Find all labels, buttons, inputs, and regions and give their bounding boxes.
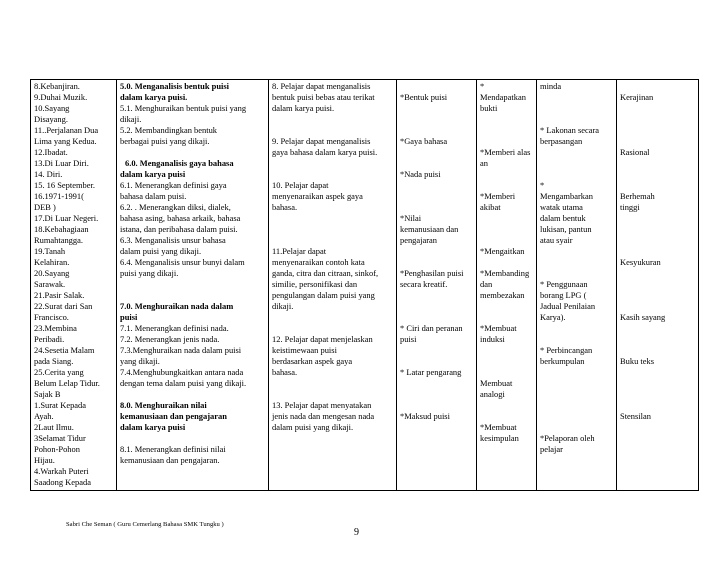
value-item: Kesyukuran bbox=[620, 257, 661, 267]
list-item: Sarawak. bbox=[34, 279, 66, 289]
list-item: Belum Lelap Tidur. bbox=[34, 378, 100, 388]
content-item: *Penghasilan puisi bbox=[400, 268, 464, 278]
list-item: 3Selamat Tidur bbox=[34, 433, 86, 443]
standard-item: 6.2. . Menerangkan diksi, dialek, bbox=[120, 202, 231, 212]
list-item: 10.Sayang bbox=[34, 103, 70, 113]
standard-item: 5.1. Menghuraikan bentuk puisi yang bbox=[120, 103, 247, 113]
list-item: 22.Surat dari San bbox=[34, 301, 93, 311]
content-item: secara kreatif. bbox=[400, 279, 448, 289]
activity-item: Karya). bbox=[540, 312, 566, 322]
list-item: 8.Kebanjiran. bbox=[34, 81, 80, 91]
standard-item: yang dikaji. bbox=[120, 356, 160, 366]
list-item: DEB ) bbox=[34, 202, 56, 212]
list-item: 12.Ibadat. bbox=[34, 147, 68, 157]
standard-item: berbagai puisi yang dikaji. bbox=[120, 136, 210, 146]
activity-item: berpasangan bbox=[540, 136, 583, 146]
skill-item: kesimpulan bbox=[480, 433, 519, 443]
standard-heading: 7.0. Menghuraikan nada dalam bbox=[120, 301, 234, 311]
list-item: Disayang. bbox=[34, 114, 68, 124]
activity-item: lukisan, pantun bbox=[540, 224, 592, 234]
list-item: 25.Cerita yang bbox=[34, 367, 84, 377]
skill-item: *Membuat bbox=[480, 422, 517, 432]
objective-item: gaya bahasa dalam karya puisi. bbox=[272, 147, 378, 157]
standard-item: 7.3.Menghuraikan nada dalam puisi bbox=[120, 345, 242, 355]
list-item: 18.Kebahagiaan bbox=[34, 224, 89, 234]
activity-item: *Pelaporan oleh bbox=[540, 433, 595, 443]
content-cell bbox=[397, 80, 477, 491]
standard-heading: kemanusiaan dan pengajaran bbox=[120, 411, 227, 421]
activity-item: watak utama bbox=[540, 202, 583, 212]
list-item: 13.Di Luar Diri. bbox=[34, 158, 89, 168]
standard-item: 6.1. Menerangkan definisi gaya bbox=[120, 180, 227, 190]
activity-item: dalam bentuk bbox=[540, 213, 586, 223]
list-item: Lima yang Kedua. bbox=[34, 136, 97, 146]
objective-item: 11.Pelajar dapat bbox=[272, 246, 327, 256]
footer-author: Sabri Che Seman ( Guru Cemerlang Bahasa SMK Tungku ) bbox=[66, 521, 224, 528]
objective-item: bentuk puisi bebas atau terikat bbox=[272, 92, 375, 102]
objective-item: similie, personifikasi dan bbox=[272, 279, 358, 289]
activity-item: atau syair bbox=[540, 235, 573, 245]
activity-item: * Penggunaan bbox=[540, 279, 588, 289]
list-item: pada Siang. bbox=[34, 356, 74, 366]
list-item: Hijau. bbox=[34, 455, 55, 465]
list-item: Kelahiran. bbox=[34, 257, 70, 267]
objective-item: 10. Pelajar dapat bbox=[272, 180, 329, 190]
standard-item: 6.3. Menganalisis unsur bahasa bbox=[120, 235, 226, 245]
content-item: *Gaya bahasa bbox=[400, 136, 448, 146]
activity-item: pelajar bbox=[540, 444, 563, 454]
standard-item: 7.1. Menerangkan definisi nada. bbox=[120, 323, 229, 333]
standard-heading: dalam karya puisi bbox=[120, 169, 186, 179]
list-item: 23.Membina bbox=[34, 323, 77, 333]
skill-item: akibat bbox=[480, 202, 501, 212]
standard-heading: 8.0. Menghuraikan nilai bbox=[120, 400, 207, 410]
activity-item: Mengambarkan bbox=[540, 191, 593, 201]
value-item: Buku teks bbox=[620, 356, 654, 366]
value-item: Rasional bbox=[620, 147, 650, 157]
standard-item: 7.4.Menghubungkaitkan antara nada bbox=[120, 367, 244, 377]
list-item: 9.Duhai Muzik. bbox=[34, 92, 88, 102]
standard-item: kemanusiaan dan pengajaran. bbox=[120, 455, 220, 465]
content-item: * Ciri dan peranan bbox=[400, 323, 463, 333]
standard-item: bahasa dalam puisi. bbox=[120, 191, 187, 201]
lesson-plan-table bbox=[30, 79, 699, 491]
objective-item: bahasa. bbox=[272, 202, 298, 212]
standard-item: istana, dan peribahasa dalam puisi. bbox=[120, 224, 238, 234]
list-item: 15. 16 September. bbox=[34, 180, 95, 190]
standard-item: dalam puisi yang dikaji. bbox=[120, 246, 202, 256]
list-item: 2Laut Ilmu. bbox=[34, 422, 74, 432]
value-item: Stensilan bbox=[620, 411, 651, 421]
activities-cell bbox=[537, 80, 617, 491]
skill-item: *Memberi alas bbox=[480, 147, 531, 157]
objective-item: 12. Pelajar dapat menjelaskan bbox=[272, 334, 373, 344]
skill-item: * bbox=[480, 81, 485, 91]
activity-item: borang LPG ( bbox=[540, 290, 587, 300]
content-item: kemanusiaan dan bbox=[400, 224, 459, 234]
content-item: *Maksud puisi bbox=[400, 411, 450, 421]
skill-item: *Membanding bbox=[480, 268, 530, 278]
objective-item: jenis nada dan mengesan nada bbox=[272, 411, 375, 421]
standard-heading: dalam karya puisi. bbox=[120, 92, 188, 102]
list-item: Pohon-Pohon bbox=[34, 444, 80, 454]
standard-item: dengan tema dalam puisi yang dikaji. bbox=[120, 378, 247, 388]
value-item: tinggi bbox=[620, 202, 640, 212]
skill-item: membezakan bbox=[480, 290, 525, 300]
content-item: pengajaran bbox=[400, 235, 438, 245]
objective-item: menyenaraikan aspek gaya bbox=[272, 191, 363, 201]
objective-item: berdasarkan aspek gaya bbox=[272, 356, 353, 366]
list-item: 14. Diri. bbox=[34, 169, 63, 179]
page-number: 9 bbox=[354, 527, 359, 538]
list-item: Saadong Kepada bbox=[34, 477, 91, 487]
values-cell bbox=[617, 80, 699, 491]
objective-item: keistimewaan puisi bbox=[272, 345, 337, 355]
poem-list-cell bbox=[31, 80, 117, 491]
list-item: Rumahtangga. bbox=[34, 235, 83, 245]
skill-item: *Mengaitkan bbox=[480, 246, 525, 256]
content-item: *Nilai bbox=[400, 213, 422, 223]
table-row bbox=[31, 80, 699, 491]
skill-item: Membuat bbox=[480, 378, 513, 388]
list-item: 4.Warkah Puteri bbox=[34, 466, 89, 476]
standard-item: puisi yang dikaji. bbox=[120, 268, 179, 278]
skill-item: induksi bbox=[480, 334, 505, 344]
objective-item: dikaji. bbox=[272, 301, 294, 311]
skill-item: Mendapatkan bbox=[480, 92, 526, 102]
list-item: 1.Surat Kepada bbox=[34, 400, 87, 410]
value-item: Berhemah bbox=[620, 191, 655, 201]
standard-item: 5.2. Membandingkan bentuk bbox=[120, 125, 218, 135]
activity-item: * Perbincangan bbox=[540, 345, 593, 355]
content-item: *Nada puisi bbox=[400, 169, 441, 179]
skill-item: an bbox=[480, 158, 488, 168]
standard-heading: dalam karya puisi bbox=[120, 422, 186, 432]
activity-item: Jadual Penilaian bbox=[540, 301, 596, 311]
list-item: Ayah. bbox=[34, 411, 54, 421]
standard-item: 6.4. Menganalisis unsur bunyi dalam bbox=[120, 257, 245, 267]
activity-item: * bbox=[540, 180, 545, 190]
objective-item: pengulangan dalam puisi yang bbox=[272, 290, 375, 300]
objective-item: ganda, citra dan citraan, sinkof, bbox=[272, 268, 379, 278]
skill-item: dan bbox=[480, 279, 493, 289]
activity-item: berkumpulan bbox=[540, 356, 585, 366]
list-item: 17.Di Luar Negeri. bbox=[34, 213, 99, 223]
list-item: 19.Tanah bbox=[34, 246, 66, 256]
list-item: 11..Perjalanan Dua bbox=[34, 125, 99, 135]
content-item: puisi bbox=[400, 334, 417, 344]
list-item: Peribadi. bbox=[34, 334, 65, 344]
objective-item: menyenaraikan contoh kata bbox=[272, 257, 365, 267]
standard-item: dikaji. bbox=[120, 114, 142, 124]
list-item: 21.Pasir Salak. bbox=[34, 290, 85, 300]
objectives-cell bbox=[269, 80, 397, 491]
activity-item: minda bbox=[540, 81, 562, 91]
list-item: 16.1971-1991( bbox=[34, 191, 84, 201]
list-item: Francisco. bbox=[34, 312, 69, 322]
skill-item: *Membuat bbox=[480, 323, 517, 333]
objective-item: 8. Pelajar dapat menganalisis bbox=[272, 81, 371, 91]
content-item: *Bentuk puisi bbox=[400, 92, 448, 102]
value-item: Kerajinan bbox=[620, 92, 654, 102]
learning-standards-cell bbox=[117, 80, 269, 491]
standard-heading: 6.0. Menganalisis gaya bahasa bbox=[125, 158, 234, 168]
value-item: Kasih sayang bbox=[620, 312, 666, 322]
objective-item: bahasa. bbox=[272, 367, 298, 377]
content-item: * Latar pengarang bbox=[400, 367, 462, 377]
standard-heading: 5.0. Menganalisis bentuk puisi bbox=[120, 81, 230, 91]
standard-item: 7.2. Menerangkan jenis nada. bbox=[120, 334, 220, 344]
list-item: 20.Sayang bbox=[34, 268, 70, 278]
skill-item: bukti bbox=[480, 103, 498, 113]
standard-item: bahasa asing, bahasa arkaik, bahasa bbox=[120, 213, 241, 223]
objective-item: 13. Pelajar dapat menyatakan bbox=[272, 400, 372, 410]
standard-heading: puisi bbox=[120, 312, 138, 322]
list-item: 24.Sesetia Malam bbox=[34, 345, 95, 355]
standard-item: 8.1. Menerangkan definisi nilai bbox=[120, 444, 226, 454]
objective-item: 9. Pelajar dapat menganalisis bbox=[272, 136, 371, 146]
skill-item: *Memberi bbox=[480, 191, 516, 201]
objective-item: dalam karya puisi. bbox=[272, 103, 335, 113]
list-item: Sajak B bbox=[34, 389, 61, 399]
skill-item: analogi bbox=[480, 389, 505, 399]
objective-item: dalam puisi yang dikaji. bbox=[272, 422, 354, 432]
thinking-skills-cell bbox=[477, 80, 537, 491]
activity-item: * Lakonan secara bbox=[540, 125, 600, 135]
